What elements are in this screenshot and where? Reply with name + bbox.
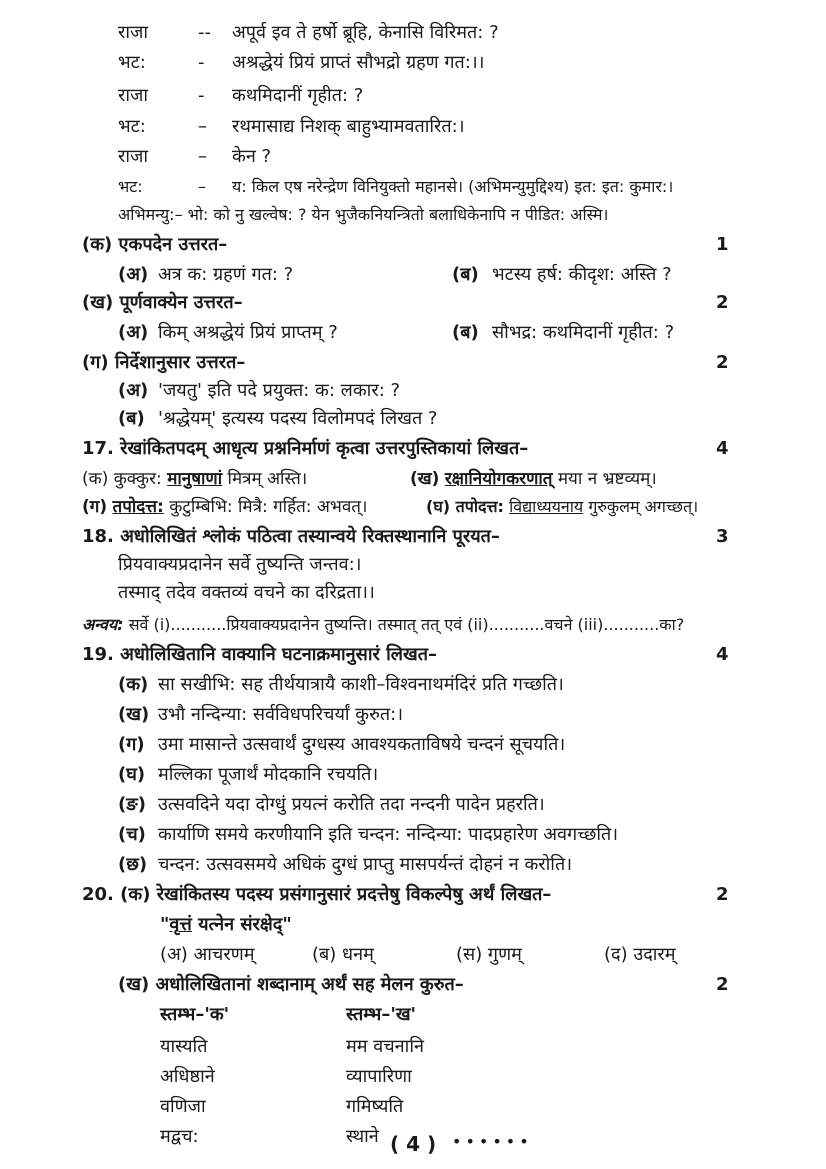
list-item xyxy=(118,762,378,788)
item-index: (छ) xyxy=(118,854,148,875)
dialogue-line xyxy=(118,83,363,109)
dialogue-text: य: किल एष नरेन्द्रेण विनियुक्तो महानसे। (अभिमन्युमुद्दिश्य) इत: इत: कुमार:। xyxy=(232,177,674,196)
q17-line-2b xyxy=(426,494,698,520)
speaker: भट: xyxy=(118,52,146,73)
item-text: अत्र क: ग्रहणं गत: ? xyxy=(158,264,294,285)
question-kha-label: (ख) पूर्णवाक्येन उत्तरत– xyxy=(82,292,243,313)
speaker: राजा xyxy=(118,85,149,106)
list-item xyxy=(118,732,565,758)
dialogue-text: अपूर्व इव ते हर्षो ब्रूहि, केनासि विरिमत: ? xyxy=(232,22,499,43)
q17-ga-underlined: तपोदत्त: xyxy=(112,497,164,517)
quote-rest: यत्नेन संरक्षेद्" xyxy=(198,914,292,935)
option-b: (ब) धनम् xyxy=(312,944,374,965)
dash: – xyxy=(198,146,207,167)
dash: -- xyxy=(198,22,211,43)
item-text: सौभद्र: कथमिदानीं गृहीत: ? xyxy=(492,322,675,343)
dialogue-line xyxy=(118,50,485,76)
item-index: (ब) xyxy=(452,264,479,285)
item-index: (ब) xyxy=(118,408,145,429)
dialogue-line xyxy=(118,20,499,46)
dialogue-line xyxy=(118,174,673,200)
dialogue-text: अश्रद्धेयं प्रियं प्राप्तं सौभद्रो ग्रहण गत:।। xyxy=(232,52,485,73)
q17-kha-post: मया न भ्रष्टव्यम्। xyxy=(557,469,657,489)
column-a-item: वणिजा xyxy=(160,1096,206,1117)
option-c: (स) गुणम् xyxy=(456,944,522,965)
item-text: उत्सवदिने यदा दोग्धुं प्रयत्नं करोति तदा नन्दनी पादेन प्रहरति। xyxy=(158,794,545,815)
column-a-item: अधिष्ठाने xyxy=(160,1066,215,1087)
anvaya-text: सर्वे (i)...........प्रियवाक्यप्रदानेन तुष्यन्ति। तस्मात् तत् एवं (ii)...........वचने (iii)...........का? xyxy=(128,615,685,634)
item-index: (च) xyxy=(118,824,146,845)
item-text: उमा मासान्ते उत्सवार्थं दुग्धस्य आवश्यकताविषये चन्दनं सूचयति। xyxy=(158,734,566,755)
item-text: चन्दन: उत्सवसमये अधिकं दुग्धं प्राप्तु मासपर्यन्तं दोहनं न करोति। xyxy=(158,854,573,875)
marks: 4 xyxy=(716,438,729,459)
q17-kha-pre: (ख) xyxy=(410,469,440,489)
list-item xyxy=(118,792,545,818)
q17-ga-post: कुटुम्बिभि: मित्रै: गर्हित: अभवत्। xyxy=(169,497,368,517)
option-a: (अ) आचरणम् xyxy=(160,944,255,965)
dash: – xyxy=(198,177,206,196)
list-item xyxy=(118,702,403,728)
q17-gha-post: गुरुकुलम् अगच्छत्। xyxy=(588,497,699,516)
dialogue-text: केन ? xyxy=(232,146,272,167)
shloka-line-1: प्रियवाक्यप्रदानेन सर्वे तुष्यन्ति जन्तव:। xyxy=(118,554,362,575)
question-ga-label: (ग) निर्देशानुसार उत्तरत– xyxy=(82,352,246,373)
q20-quote xyxy=(160,912,292,938)
speaker: भट: xyxy=(118,116,146,137)
quote-underlined: वृत्तं xyxy=(169,914,192,935)
list-item xyxy=(118,852,572,878)
column-b-item: गमिष्यति xyxy=(346,1096,404,1117)
item-index: (अ) xyxy=(118,380,149,401)
question-ga-b xyxy=(118,406,437,432)
list-item xyxy=(118,672,564,698)
shloka-line-2: तस्माद् तदेव वक्तव्यं वचने का दरिद्रता।। xyxy=(118,582,375,603)
item-text: भटस्य हर्ष: कीदृश: अस्ति ? xyxy=(492,264,672,285)
column-b-item: व्यापारिणा xyxy=(346,1066,412,1087)
item-index: (ब) xyxy=(452,322,479,343)
question-kha-a xyxy=(118,320,338,346)
item-index: (अ) xyxy=(118,264,149,285)
question-ka-a xyxy=(118,262,293,288)
q17-ka-pre: (क) कुक्कुर: xyxy=(82,469,162,489)
column-a-item: यास्यति xyxy=(160,1036,208,1057)
question-20-label: 20. (क) रेखांकितस्य पदस्य प्रसंगानुसारं प्रदत्तेषु विकल्पेषु अर्थं लिखत– xyxy=(82,884,552,905)
item-text: 'जयतु' इति पदे प्रयुक्त: क: लकार: ? xyxy=(158,380,401,401)
item-text: किम् अश्रद्धेयं प्रियं प्राप्तम् ? xyxy=(158,322,338,343)
dash: – xyxy=(198,116,207,137)
marks: 2 xyxy=(716,884,729,905)
column-a-item: मद्वच: xyxy=(160,1126,199,1147)
question-20-kha-label: (ख) अधोलिखितानां शब्दानाम् अर्थं सह मेलन कुरुत– xyxy=(118,974,464,995)
marks: 1 xyxy=(716,234,729,255)
item-index: (क) xyxy=(118,674,149,695)
option-d: (द) उदारम् xyxy=(604,944,676,965)
column-b-item: स्थाने xyxy=(346,1126,379,1147)
item-text: 'श्रद्धेयम्' इत्यस्य पदस्य विलोमपदं लिखत ? xyxy=(158,408,438,429)
dialogue-text: रथमासाद्य निशक् बाहुभ्यामवतारित:। xyxy=(232,116,465,137)
q17-kha-underlined: रक्षानियोगकरणात् xyxy=(444,469,553,489)
speaker: राजा xyxy=(118,146,149,167)
q17-line-2 xyxy=(82,494,367,520)
q17-line-1 xyxy=(82,466,307,492)
item-index: (ख) xyxy=(118,704,150,725)
q17-gha-pre: (घ) तपोदत्त: xyxy=(426,497,504,516)
item-index: (अ) xyxy=(118,322,149,343)
marks: 3 xyxy=(716,526,729,547)
question-ka-b xyxy=(452,262,672,288)
item-text: उभौ नन्दिन्या: सर्वविधपरिचर्यां कुरुत:। xyxy=(158,704,404,725)
column-b-header: स्तम्भ–'ख' xyxy=(346,1004,417,1025)
speaker: राजा xyxy=(118,22,149,43)
question-ga-a xyxy=(118,378,400,404)
column-b-item: मम वचनानि xyxy=(346,1036,424,1057)
list-item xyxy=(118,822,618,848)
question-ka-label: (क) एकपदेन उत्तरत– xyxy=(82,234,228,255)
question-19-label: 19. अधोलिखितानि वाक्यानि घटनाक्रमानुसारं लिखत– xyxy=(82,644,437,665)
q17-ka-underlined: मानुषाणां xyxy=(167,469,223,489)
q17-line-1b xyxy=(410,466,657,492)
marks: 2 xyxy=(716,292,729,313)
q17-gha-underlined: विद्याध्ययनाय xyxy=(509,497,584,516)
q17-ka-post: मित्रम् अस्ति। xyxy=(227,469,308,489)
item-text: कार्याणि समये करणीयानि इति चन्दन: नन्दिन्या: पादप्रहारेण अवगच्छति। xyxy=(158,824,619,845)
speaker: भट: xyxy=(118,177,143,196)
dialogue-text: कथमिदानीं गृहीत: ? xyxy=(232,85,364,106)
anvaya-label: अन्वय: xyxy=(82,615,124,634)
item-index: (ङ) xyxy=(118,794,146,815)
item-text: मल्लिका पूजार्थं मोदकानि रचयति। xyxy=(158,764,379,785)
marks: 4 xyxy=(716,644,729,665)
item-text: सा सखीभि: सह तीर्थयात्रायै काशी–विश्वनाथमंदिरं प्रति गच्छति। xyxy=(158,674,564,695)
question-18-label: 18. अधोलिखितं श्लोकं पठित्वा तस्यान्वये रिक्तस्थानानि पूरयत– xyxy=(82,526,500,547)
dash: - xyxy=(198,85,205,106)
footer-dots: •••••• xyxy=(452,1132,533,1151)
page-number: ( 4 ) xyxy=(390,1132,437,1156)
anvaya-line xyxy=(82,612,684,638)
q17-ga-pre: (ग) xyxy=(82,497,108,517)
dialogue-line xyxy=(118,144,271,170)
dash: - xyxy=(198,52,205,73)
question-17-label: 17. रेखांकितपदम् आधृत्य प्रश्ननिर्माणं कृत्वा उत्तरपुस्तिकायां लिखत– xyxy=(82,438,529,459)
dialogue-line xyxy=(118,114,465,140)
abhimanyu-line: अभिमन्यु:– भो: को नु खल्वेष: ? येन भुजैकनियन्त्रितो बलाधिकेनापि न पीडित: अस्मि। xyxy=(118,205,609,224)
question-kha-b xyxy=(452,320,674,346)
marks: 2 xyxy=(716,352,729,373)
column-a-header: स्तम्भ–'क' xyxy=(160,1004,230,1025)
marks: 2 xyxy=(716,974,729,995)
item-index: (ग) xyxy=(118,734,145,755)
quote-mark: " xyxy=(160,914,170,935)
item-index: (घ) xyxy=(118,764,146,785)
